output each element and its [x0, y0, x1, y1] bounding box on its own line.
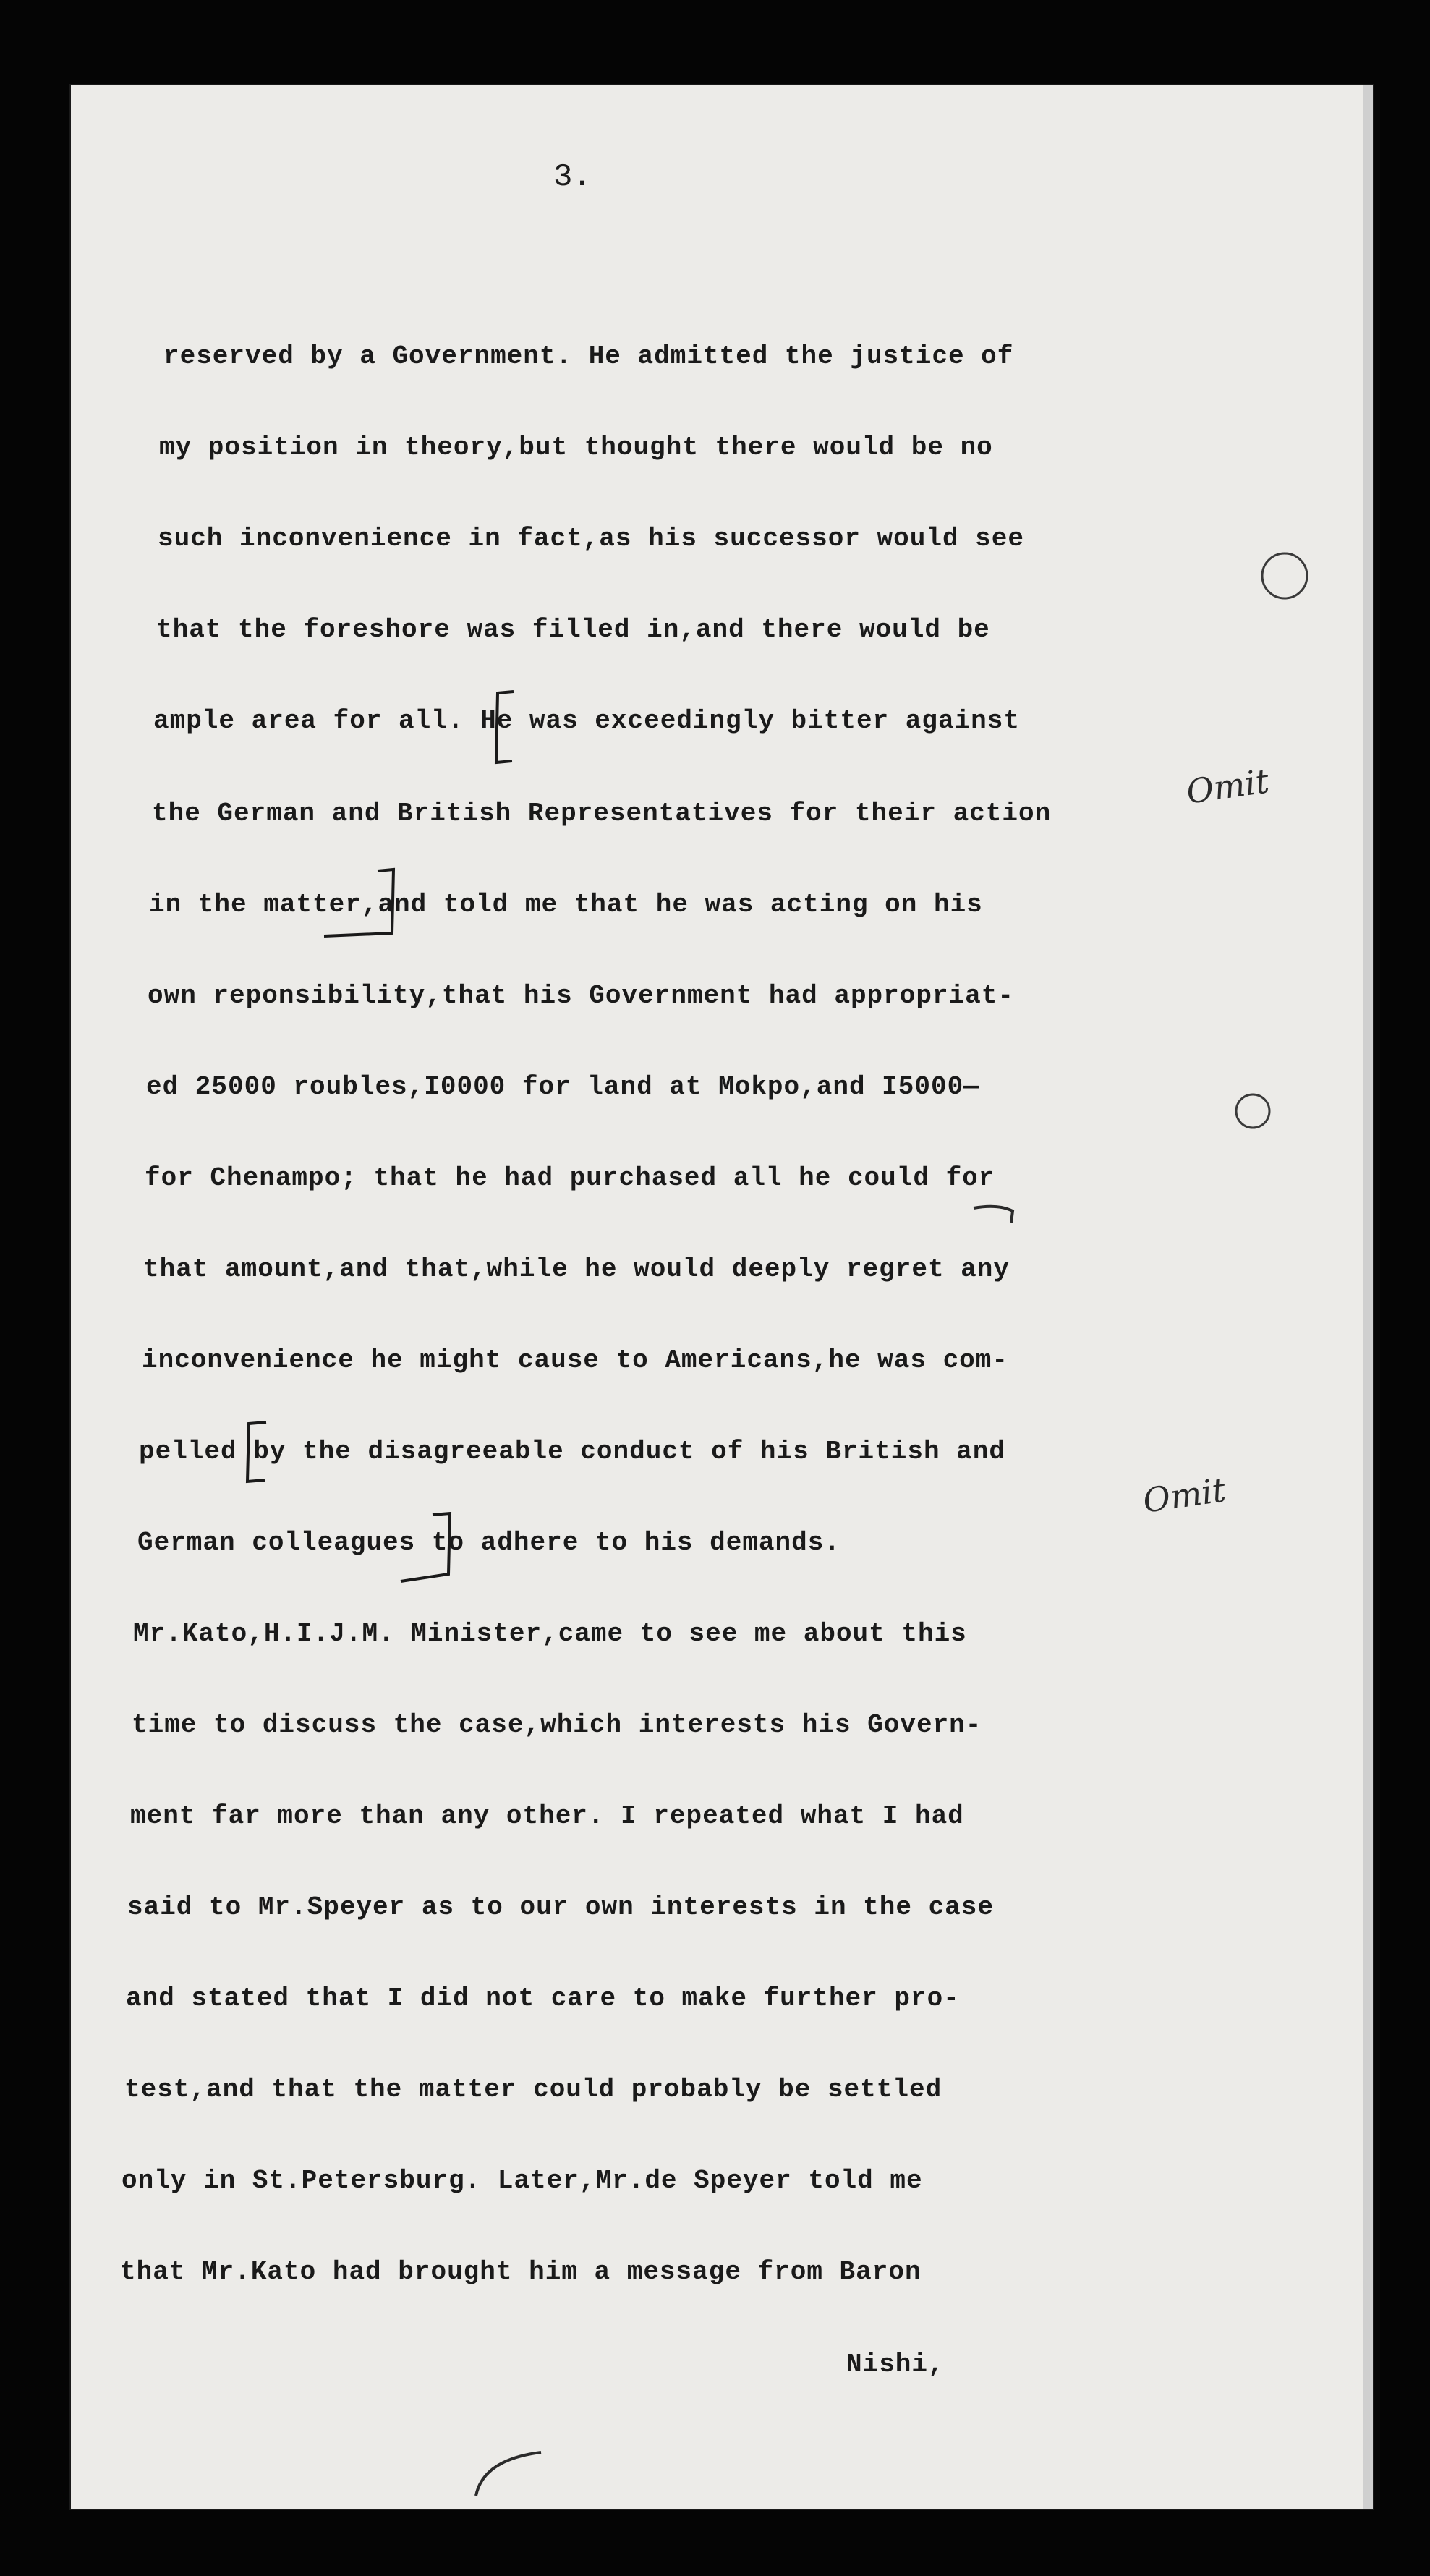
margin-note-omit: Omit: [1140, 1470, 1228, 1521]
text-line: said to Mr.Speyer as to our own interests in the case: [127, 1892, 994, 1922]
text-line: for Chenampo; that he had purchased all he could for: [145, 1163, 995, 1193]
text-line: Mr.Kato,H.I.J.M. Minister,came to see me about this: [133, 1619, 967, 1649]
hole-punch-mark: [1259, 550, 1311, 602]
page-number: 3.: [553, 159, 592, 195]
text-line: my position in theory,but thought there would be no: [159, 433, 993, 462]
pen-stroke-mark: [469, 2445, 556, 2503]
text-line: test,and that the matter could probably be settled: [124, 2075, 942, 2104]
text-line: ample area for all. He was exceedingly bitter against: [153, 706, 1020, 736]
text-line: that amount,and that,while he would deeply regret any: [143, 1254, 1010, 1284]
text-line: reserved by a Government. He admitted the justice of: [163, 341, 1014, 371]
text-line: only in St.Petersburg. Later,Mr.de Speyer told me: [122, 2166, 923, 2195]
text-line: Nishi,: [846, 2350, 945, 2379]
text-line: ed 25000 roubles,I0000 for land at Mokpo,and I5000—: [146, 1072, 980, 1102]
text-line: own reponsibility,that his Government had appropriat-: [148, 981, 1014, 1011]
text-line: inconvenience he might cause to Americans,he was com-: [142, 1346, 1008, 1375]
bracket-mark: [239, 1418, 271, 1487]
text-line: ment far more than any other. I repeated what I had: [130, 1801, 964, 1831]
margin-note-omit: Omit: [1183, 761, 1272, 812]
text-line: that Mr.Kato had brought him a message from Baron: [120, 2257, 922, 2287]
text-line: in the matter,and told me that he was acting on his: [149, 890, 983, 919]
text-line: that the foreshore was filled in,and there would be: [156, 615, 990, 645]
text-line: and stated that I did not care to make further pro-: [126, 1984, 960, 2013]
text-line: time to discuss the case,which interests his Govern-: [132, 1710, 982, 1740]
bracket-mark: [321, 865, 408, 945]
bracket-mark: [396, 1509, 469, 1589]
hole-punch-mark: [1233, 1091, 1273, 1131]
pen-stroke-mark: [969, 1201, 1027, 1230]
text-line: the German and British Representatives for their action: [152, 799, 1052, 828]
bracket-mark: [489, 687, 518, 767]
text-line: German colleagues to adhere to his demands.: [137, 1528, 840, 1557]
text-line: pelled by the disagreeable conduct of his British and: [139, 1437, 1005, 1466]
text-line: such inconvenience in fact,as his successor would see: [158, 524, 1024, 553]
